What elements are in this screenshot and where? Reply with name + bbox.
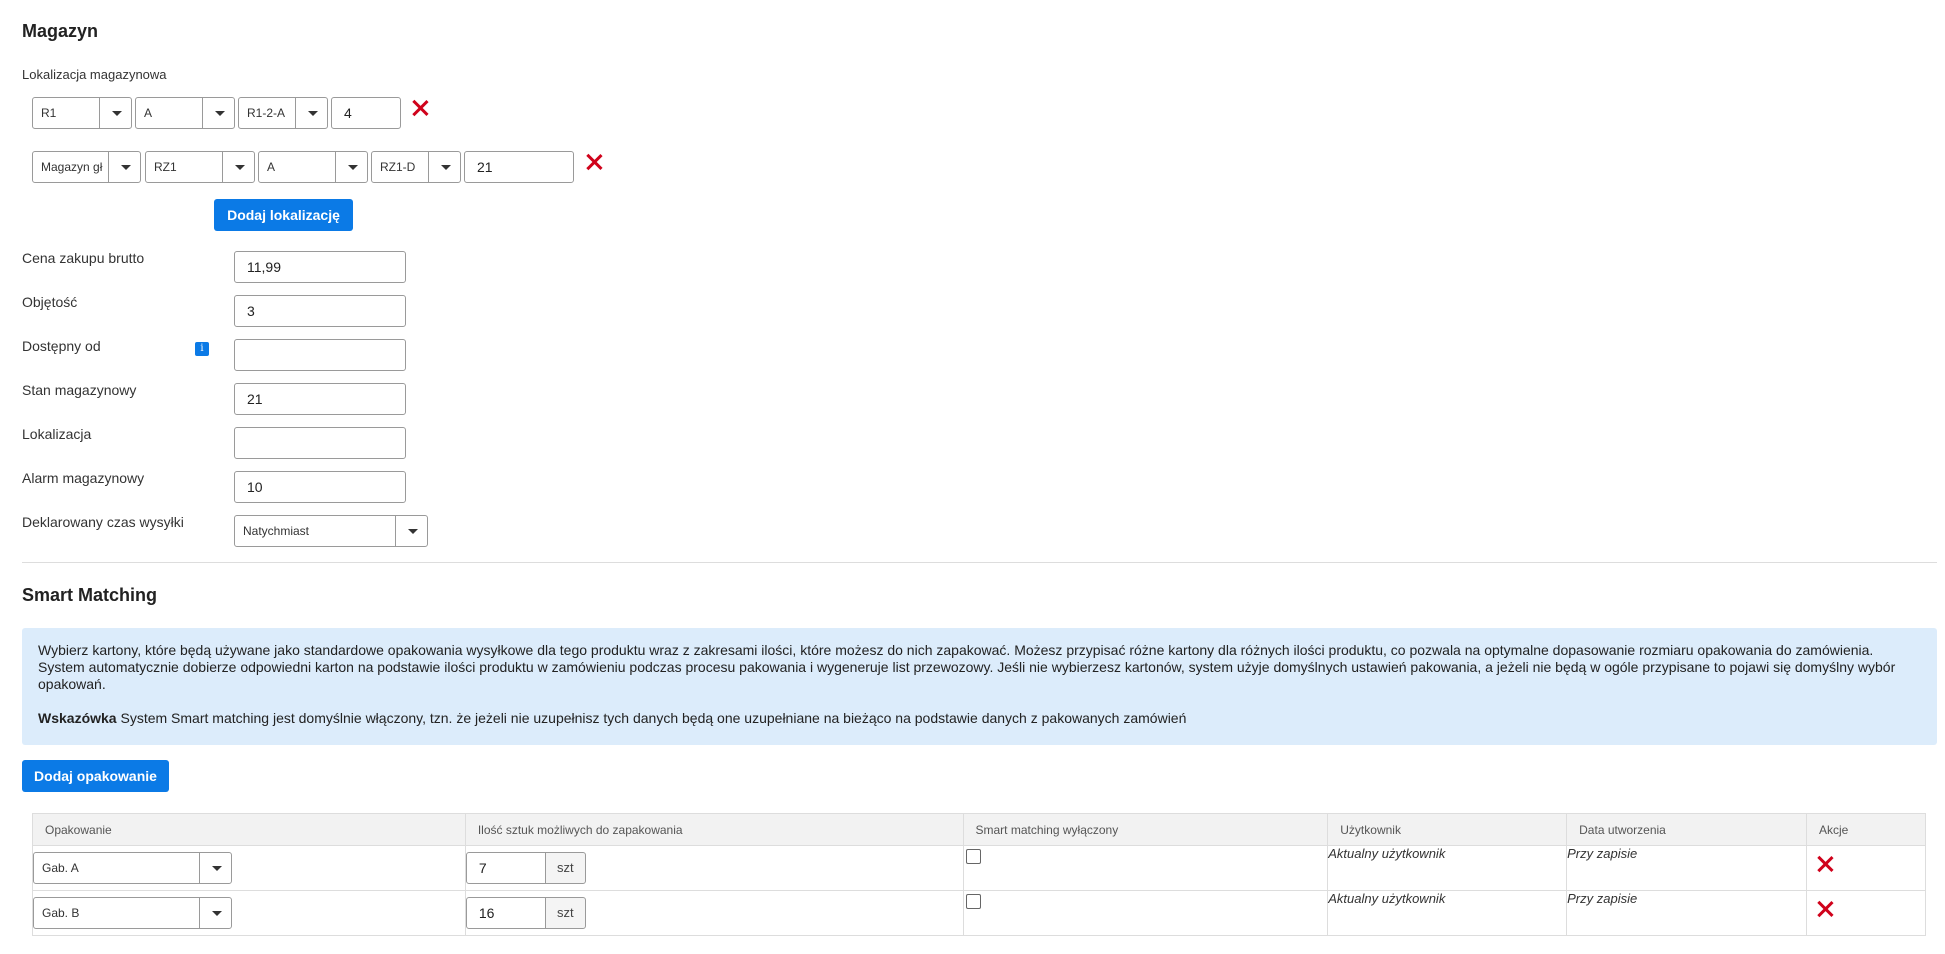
quantity-field <box>466 852 586 884</box>
user-value: Aktualny użytkownik <box>1328 846 1446 861</box>
header-smart-matching: Smart matching wyłączony <box>963 814 1328 846</box>
chevron-down-icon <box>295 98 327 128</box>
location-row2-qty-input[interactable]: 21 <box>464 151 574 183</box>
delete-row-icon[interactable] <box>1817 856 1833 872</box>
chevron-down-icon <box>199 898 231 928</box>
header-opakowanie: Opakowanie <box>33 814 466 846</box>
location-row2-select-warehouse[interactable]: Magazyn gł <box>32 151 141 183</box>
chevron-down-icon <box>99 98 131 128</box>
stan-magazynowy-label: Stan magazynowy <box>22 382 137 398</box>
quantity-input[interactable]: 16 <box>466 897 546 929</box>
location-row2-select-3[interactable]: RZ1-D <box>371 151 461 183</box>
table-row <box>33 891 1926 936</box>
quantity-input[interactable]: 7 <box>466 852 546 884</box>
user-value: Aktualny użytkownik <box>1328 891 1446 906</box>
smart-matching-info-box <box>22 628 1937 745</box>
add-packaging-button[interactable]: Dodaj opakowanie <box>22 760 169 792</box>
location-row1-qty-input[interactable]: 4 <box>331 97 401 129</box>
chevron-down-icon <box>428 152 460 182</box>
tip-label: Wskazówka <box>38 710 117 726</box>
remove-location-row1-icon[interactable] <box>412 100 428 116</box>
objetosc-label: Objętość <box>22 294 78 310</box>
header-data-utworzenia: Data utworzenia <box>1567 814 1807 846</box>
location-row1-select-3[interactable]: R1-2-A <box>238 97 328 129</box>
remove-location-row2-icon[interactable] <box>586 154 602 170</box>
chevron-down-icon <box>199 853 231 883</box>
objetosc-input[interactable]: 3 <box>234 295 406 327</box>
dostepny-od-label: Dostępny od <box>22 338 101 354</box>
header-akcje: Akcje <box>1807 814 1926 846</box>
chevron-down-icon <box>222 152 254 182</box>
header-ilosc: Ilość sztuk możliwych do zapakowania <box>465 814 963 846</box>
quantity-field <box>466 897 586 929</box>
chevron-down-icon <box>335 152 367 182</box>
alarm-magazynowy-label: Alarm magazynowy <box>22 470 145 486</box>
smart-matching-tip <box>38 710 1921 727</box>
alarm-magazynowy-input[interactable]: 10 <box>234 471 406 503</box>
date-value: Przy zapisie <box>1567 891 1638 906</box>
chevron-down-icon <box>108 152 140 182</box>
packaging-select[interactable]: Gab. B <box>33 897 232 929</box>
smart-matching-disabled-checkbox[interactable] <box>966 849 981 864</box>
header-uzytkownik: Użytkownik <box>1328 814 1567 846</box>
packaging-table <box>32 813 1926 936</box>
location-row1-select-2[interactable]: A <box>135 97 235 129</box>
location-row2-select-1[interactable]: RZ1 <box>145 151 255 183</box>
cena-zakupu-label: Cena zakupu brutto <box>22 250 145 266</box>
delete-row-icon[interactable] <box>1817 901 1833 917</box>
add-location-button[interactable]: Dodaj lokalizację <box>214 199 353 231</box>
cena-zakupu-input[interactable]: 11,99 <box>234 251 406 283</box>
tip-text: System Smart matching jest domyślnie włączony, tzn. że jeżeli nie uzupełnisz tych danych będą one uzupełniane na bieżąco na podstawie danych z pakowanych zamówień <box>116 710 1187 726</box>
smart-matching-disabled-checkbox[interactable] <box>966 894 981 909</box>
section-title-smart-matching: Smart Matching <box>22 585 158 605</box>
dostepny-od-input[interactable] <box>234 339 406 371</box>
section-divider <box>22 562 1937 563</box>
deklarowany-czas-select[interactable]: Natychmiast <box>234 515 428 547</box>
quantity-unit: szt <box>545 897 586 929</box>
date-value: Przy zapisie <box>1567 846 1638 861</box>
info-icon[interactable]: i <box>195 342 209 356</box>
lokalizacja-input[interactable] <box>234 427 406 459</box>
chevron-down-icon <box>395 516 427 546</box>
section-title-magazyn: Magazyn <box>22 21 99 41</box>
chevron-down-icon <box>202 98 234 128</box>
smart-matching-description: Wybierz kartony, które będą używane jako standardowe opakowania wysyłkowe dla tego produktu wraz z zakresami ilości, które możesz do nich zapakować. Możesz przypisać różne kartony dla różnych ilości produktu, co pozwala na optymalne dopasowanie rozmiaru opakowania do zamówienia. System automatycznie dobierze odpowiedni karton na podstawie ilości produktu w zamówieniu podczas procesu pakowania i wygeneruje list przewozowy. Jeśli nie wybierzesz kartonów, system użyje domyślnych ustawień pakowania, a jeżeli nie będą w ogóle przypisane to pojawi się domyślny wybór opakowań. <box>38 642 1896 692</box>
table-row <box>33 846 1926 891</box>
deklarowany-czas-label: Deklarowany czas wysyłki <box>22 514 184 530</box>
stan-magazynowy-input[interactable]: 21 <box>234 383 406 415</box>
lokalizacja-label: Lokalizacja <box>22 426 92 442</box>
packaging-select[interactable]: Gab. A <box>33 852 232 884</box>
location-row2-select-2[interactable]: A <box>258 151 368 183</box>
location-row1-select-1[interactable]: R1 <box>32 97 132 129</box>
lokalizacja-magazynowa-label: Lokalizacja magazynowa <box>22 67 167 82</box>
quantity-unit: szt <box>545 852 586 884</box>
